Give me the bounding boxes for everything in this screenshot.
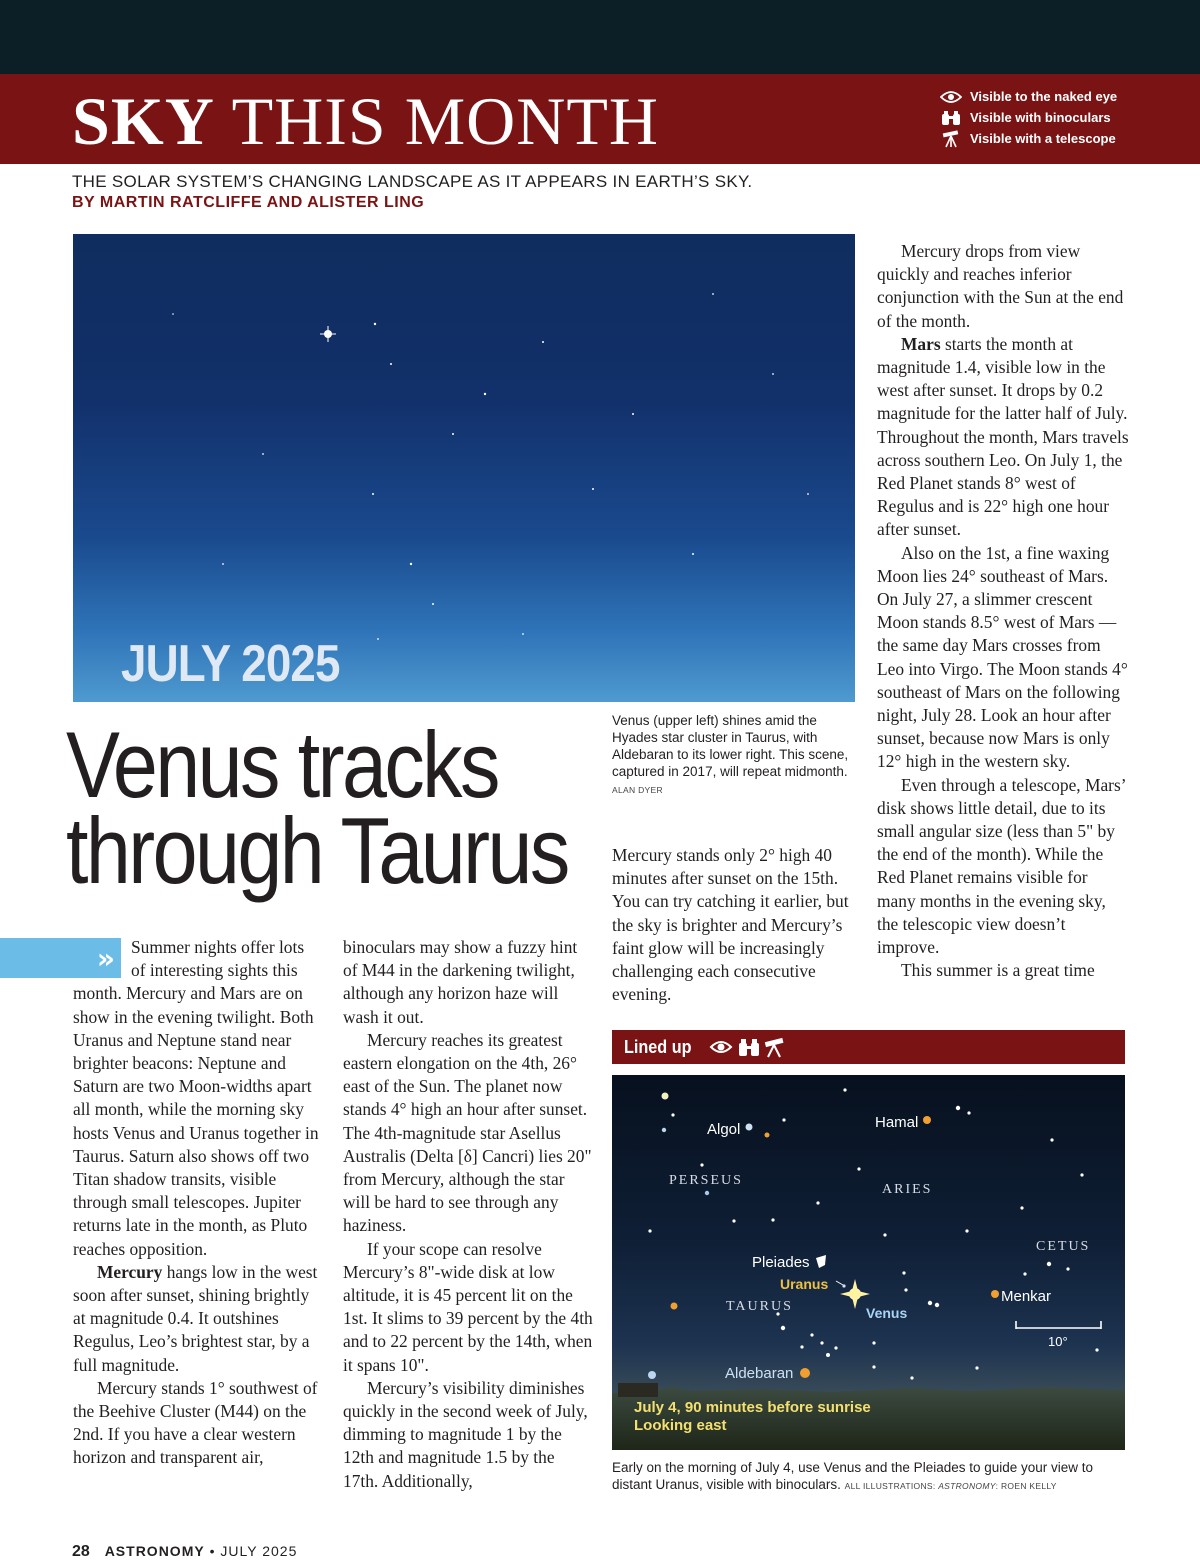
sky-chart-title: Lined up [624,1036,692,1057]
paragraph: Even through a telescope, Mars’ disk shows little detail, due to its small angular size (less than 5" by the end of the month). While the Red Planet remains visible for many months in the evening sky, the telescopic view doesn’t improve. [877,774,1126,958]
illustration-credit: ALL ILLUSTRATIONS: ASTRONOMY: ROEN KELLY [844,1481,1057,1491]
article-column-1 [73,936,323,1470]
headline: Venus tracks through Taurus [66,712,568,903]
magazine-name: ASTRONOMY [104,1543,205,1559]
section-title: SKY THIS MONTH [72,83,660,159]
binoculars-icon [739,1039,759,1056]
paragraph-mercury: Mercury hangs low in the west soon after sunset, shining brightly at magnitude 0.4. It outshines Regulus, Leo’s brightest star, by a full magnitude. [73,1261,318,1375]
photo-caption: Venus (upper left) shines amid the Hyades star cluster in Taurus, with Aldebaran to its lower right. This scene, captured in 2017, will repeat midmonth. ALAN DYER [612,713,849,795]
photo-credit: ALAN DYER [612,785,663,795]
label-time: July 4, 90 minutes before sunrise [634,1399,871,1416]
chevron-right-icon: » [96,941,109,975]
visibility-icons [709,1036,789,1058]
hamal-star [923,1116,931,1124]
footer-separator: • [209,1543,216,1559]
label-menkar: Menkar [1001,1288,1052,1305]
label-aries: ARIES [882,1182,933,1197]
star-orange [765,1133,770,1138]
barn-silhouette [618,1383,658,1397]
named-stars [671,1116,1000,1378]
telescope-icon [940,131,962,147]
label-aldebaran: Aldebaran [725,1365,794,1382]
legend-telescope: Visible with a telescope [940,128,1117,149]
legend-binoculars: Visible with binoculars [940,107,1117,128]
label-cetus: CETUS [1036,1239,1091,1254]
label-venus: Venus [866,1305,908,1321]
pleiades-cluster [816,1255,826,1268]
menkar-star [991,1290,999,1298]
scale-bar [1016,1321,1101,1329]
sky-chart-header [612,1030,1125,1064]
aldebaran-star [800,1368,810,1378]
label-pleiades: Pleiades [752,1254,810,1271]
telescope-icon [765,1038,784,1057]
legend-naked-eye: Visible to the naked eye [940,86,1117,107]
star-orange [671,1303,678,1310]
paragraph: Also on the 1st, a fine waxing Moon lies 24° southeast of Mars. On July 27, a slimmer crescent Moon stands 8.5° west of Mars — the same day Mars crosses from Leo into Virgo. The Moon stands 4° southeast of Mars on the following night, July 28. Look an hour after sunset, because now Mars is only 12° high in the western sky. [877,542,1128,772]
page-number: 28 [72,1543,90,1560]
label-uranus: Uranus [780,1276,829,1292]
paragraph: Mercury reaches its greatest eastern elongation on the 4th, 26° east of the Sun. The planet now stands 4° high an hour after sunset. The 4th-magnitude star Asellus Australis (Delta [δ] Cancri) lies 20" from Mercury, although the star will be hard to see through any haziness. [343,1029,592,1236]
label-algol: Algol [707,1121,741,1138]
byline: BY MARTIN RATCLIFFE AND ALISTER LING [72,194,425,211]
paragraph: Mercury drops from view quickly and reaches inferior conjunction with the Sun at the end of the month. [877,241,1124,331]
page-footer [72,1543,297,1561]
paragraph: Mercury’s visibility diminishes quickly in the second week of July, dimming to magnitude 1 by the 12th and magnitude 1.5 by the 17th. Additionally, [343,1377,588,1491]
article-column-2 [343,936,593,1493]
uranus-pointer [836,1281,843,1285]
month-label: JULY 2025 [121,635,340,693]
paragraph: Mercury stands 1° southwest of the Beehive Cluster (M44) on the 2nd. If you have a clear western horizon and transparent air, [73,1377,318,1468]
paragraph: This summer is a great time [901,960,1095,981]
label-perseus: PERSEUS [669,1173,743,1188]
article-column-3 [612,844,860,1006]
algol-star [746,1124,753,1131]
hero-photo [73,234,855,702]
paragraph: binoculars may show a fuzzy hint of M44 in the darkening twilight, although any horizon haze will wash it out. [343,937,578,1027]
section-banner [0,74,1200,164]
eye-icon [711,1042,731,1052]
issue-date: JULY 2025 [220,1543,298,1559]
label-direction: Looking east [634,1417,727,1434]
binoculars-icon [940,110,962,126]
paragraph-mars: Mars starts the month at magnitude 1.4, visible low in the west after sunset. It drops by 0.2 magnitude for the latter half of July. Throughout the month, Mars travels across southern Leo. On July 1, the Red Planet stands 8° west of Regulus and is 22° high one hour after sunset. [877,333,1129,540]
sky-chart-svg [612,1075,1125,1450]
sky-chart-caption: Early on the morning of July 4, use Venus and the Pleiades to guide your view to distant Uranus, visible with binoculars. ALL ILLUSTRATIONS: ASTRONOMY: ROEN KELLY [612,1460,1094,1492]
sky-chart [612,1075,1125,1450]
top-bar [0,0,1200,74]
label-hamal: Hamal [875,1114,919,1131]
label-taurus: TAURUS [726,1299,793,1314]
label-scale: 10° [1048,1334,1068,1349]
dek-subtitle: THE SOLAR SYSTEM’S CHANGING LANDSCAPE AS IT APPEARS IN EARTH’S SKY. [72,172,753,191]
paragraph: If your scope can resolve Mercury’s 8"-wide disk at low altitude, it is 45 percent lit on the 1st. It slims to 39 percent by the 4th and to 22 percent by the 14th, when it spans 10". [343,1238,593,1375]
star-field-svg [73,234,855,702]
visibility-legend [940,86,1117,149]
article-column-4 [877,240,1129,983]
paragraph: Mercury stands only 2° high 40 minutes after sunset on the 15th. You can try catching it earlier, but the sky is brighter and Mercury’s faint glow will be increasingly challenging each consecutive evening. [612,845,849,1005]
eye-icon [940,89,962,105]
paragraph-intro: Summer nights offer lots of interesting sights this month. Mercury and Mars are on show in the evening twilight. Both Uranus and Neptune stand near brighter beacons: Neptune and Saturn are two Moon-widths apart all month, while the morning sky hosts Venus and Uranus together in Taurus. Saturn also shows off two Titan shadow transits, visible through small telescopes. Jupiter returns late in the month, as Pluto reaches opposition. [73,937,319,1259]
